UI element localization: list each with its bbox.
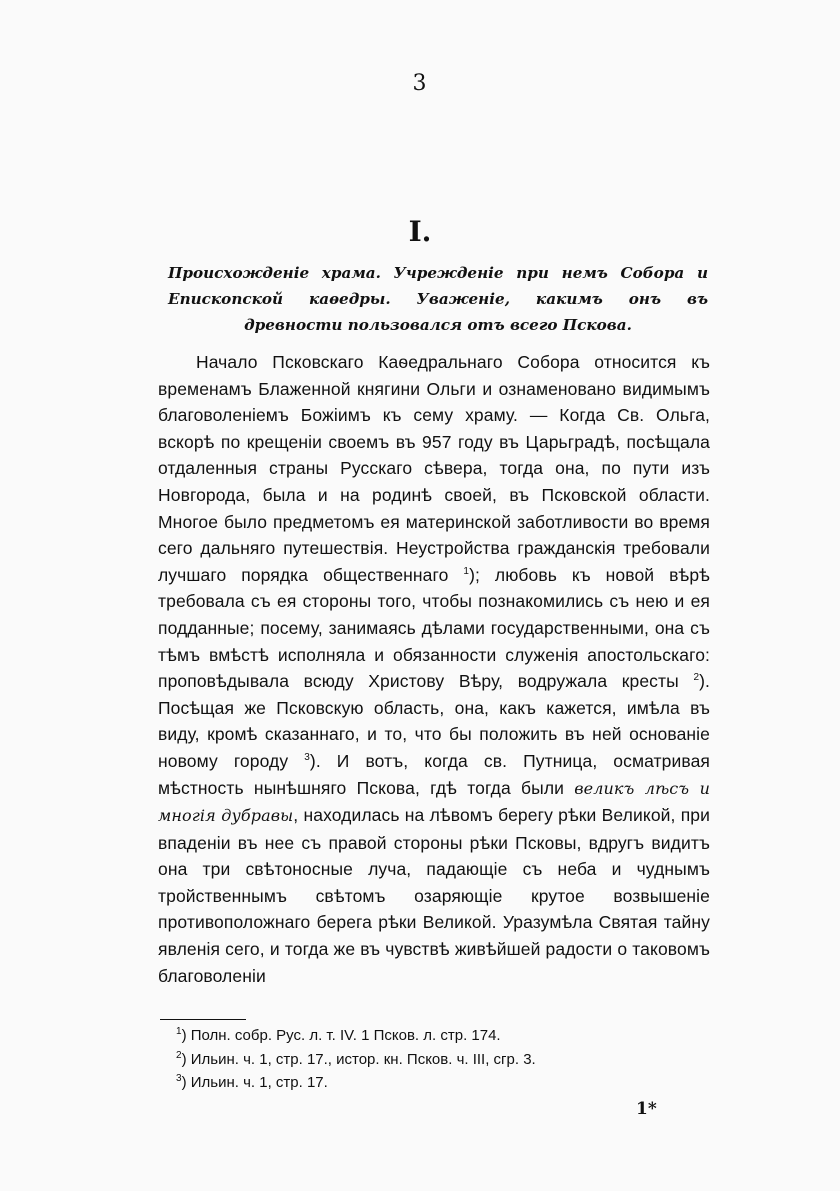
footnote-text: ) Ильин. ч. 1, стр. 17., истор. кн. Псков. ч. III, сгр. 3. [181,1050,536,1068]
page-number: 3 [412,71,428,96]
chapter-summary: Происхожденіе храма. Учрежденіе при немъ Собора и Епископской каѳедры. Уваженіе, какимъ онъ въ древности пользовался отъ всего Пскова. [168,264,708,334]
footnote-text: ) Ильин. ч. 1, стр. 17. [181,1074,328,1091]
footnote-ref: 2 [693,672,700,684]
footnote-divider [160,1019,246,1020]
footnote-mark: 2 [176,1049,182,1061]
body-text-part: Начало Псковскаго Каѳедральнаго Собора относится къ временамъ Блаженной княгини Ольги и ознаменовано видимымъ благоволеніемъ Божіимъ къ сему храму. — Когда Св. Ольга, вскорѣ по крещеніи своемъ въ 957 году въ Царьградѣ, посѣщала отдаленныя страны Русскаго сѣвера, тогда она, по пути изъ Новгорода, была и на родинѣ своей, въ Псковской области. Многое было предметомъ ея материнской заботливости во время сего дальняго путешествія. Неустройства гражданскія требовали лучшаго порядка общественнаго [158,352,710,585]
footnote [176,1024,696,1048]
body-text-part: ). И вотъ, когда св. Путница, осматривая мѣстность нынѣшняго Пскова, гдѣ тогда были [158,750,710,798]
chapter-heading: I. [408,215,432,248]
body-text-part: ). Посѣщая же Псковскую область, она, какъ кажется, имѣла въ виду, кромѣ сказаннаго, и то, что бы положить въ ней основаніе новому городу [158,671,710,771]
footnote [176,1048,696,1072]
footnote-mark: 1 [176,1026,182,1037]
footnote-ref: 1 [463,565,470,577]
italic-quote: великъ лѣсъ и многія дубравы [158,778,710,826]
printer-signature-mark: 1* [636,1099,657,1119]
body-paragraph [158,349,710,989]
footnote [176,1071,696,1095]
body-text-part: ); любовь къ новой вѣрѣ требовала съ ея стороны того, чтобы познакомились съ нею и ея подданные; посему, занимаясь дѣлами государственными, она съ тѣмъ вмѣстѣ исполняла и обязанности служенія апостольскаго: проповѣдывала всюду Христову Вѣру, водружала кресты [158,564,710,692]
footnote-text: ) Полн. собр. Рус. л. т. IV. 1 Псков. л. стр. 174. [181,1027,501,1044]
body-text-part: , находилась на лѣвомъ берегу рѣки Великой, при впаденіи въ нее съ правой стороны рѣки Псковы, вдругъ видитъ она три свѣтоносные луча, падающіе съ неба и чуднымъ тройственнымъ свѣтомъ озаряющіе крутое возвышеніе противоположнаго берега рѣки Великой. Уразумѣла Святая тайну явленія сего, и тогда же въ чувствѣ живѣйшей радости о таковомъ благоволеніи [158,805,710,986]
footnote-ref: 3 [304,752,310,764]
footnote-mark: 3 [176,1073,182,1084]
footnotes [176,1024,696,1095]
